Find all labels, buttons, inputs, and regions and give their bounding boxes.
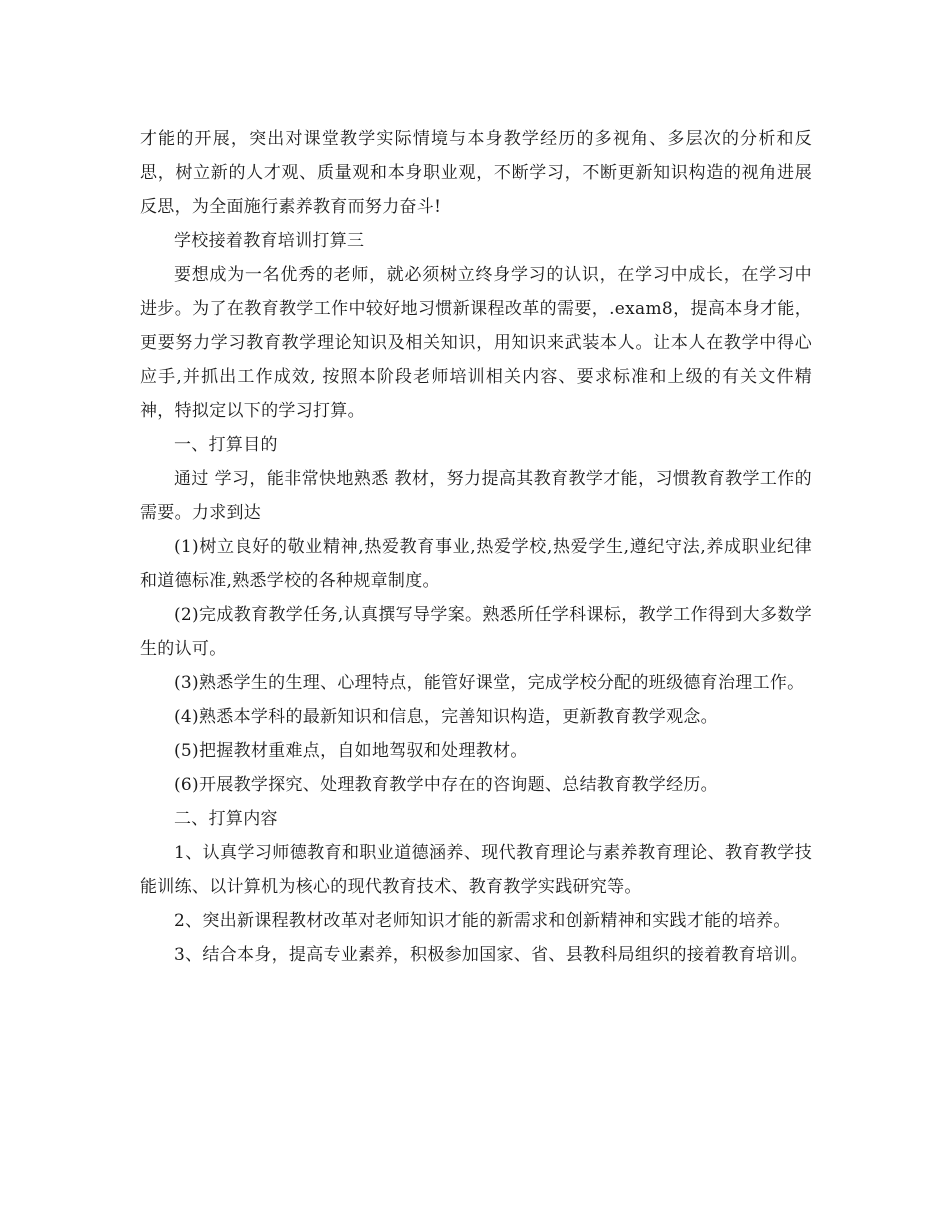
list-item: (5)把握教材重难点，自如地驾驭和处理教材。 — [174, 741, 528, 761]
paragraph: 要想成为一名优秀的老师，就必须树立终身学习的认识，在学习中成长，在学习中进步。为了在教育教学工作中较好地习惯新课程改革的需要，.exam8，提高本身才能，更要努力学习教育教学理论知识及相关知识，用知识来武装本人。让本人在教学中得心应手,并抓出工作成效, 按照本阶段老师培训相关内容、要求标准和上级的有关文件精神，特拟定以下的学习打算。 — [140, 265, 812, 421]
list-item: (6)开展教学探究、处理教育教学中存在的咨询题、总结教育教学经历。 — [174, 775, 718, 795]
section-heading: 二、打算内容 — [174, 809, 278, 829]
section-heading: 一、打算目的 — [174, 435, 278, 455]
list-item: (4)熟悉本学科的最新知识和信息，完善知识构造，更新教育教学观念。 — [174, 707, 718, 727]
list-item: 3、结合本身，提高专业素养，积极参加国家、省、县教科局组织的接着教育培训。 — [174, 945, 808, 965]
list-item: (2)完成教育教学任务,认真撰写导学案。熟悉所任学科课标，教学工作得到大多数学生的认可。 — [140, 605, 812, 659]
list-item: (1)树立良好的敬业精神,热爱教育事业,热爱学校,热爱学生,遵纪守法,养成职业纪律和道德标准,熟悉学校的各种规章制度。 — [140, 537, 812, 591]
list-item: (3)熟悉学生的生理、心理特点，能管好课堂，完成学校分配的班级德育治理工作。 — [174, 673, 805, 693]
paragraph: 通过 学习，能非常快地熟悉 教材，努力提高其教育教学才能，习惯教育教学工作的需要。力求到达 — [140, 469, 812, 523]
section-title: 学校接着教育培训打算三 — [174, 231, 365, 251]
list-item: 2、突出新课程教材改革对老师知识才能的新需求和创新精神和实践才能的培养。 — [174, 911, 791, 931]
document-body — [140, 122, 812, 972]
paragraph: 才能的开展，突出对课堂教学实际情境与本身教学经历的多视角、多层次的分析和反思，树立新的人才观、质量观和本身职业观，不断学习，不断更新知识构造的视角进展反思，为全面施行素养教育而努力奋斗! — [140, 129, 812, 217]
list-item: 1、认真学习师德教育和职业道德涵养、现代教育理论与素养教育理论、教育教学技能训练、以计算机为核心的现代教育技术、教育教学实践研究等。 — [140, 843, 812, 897]
